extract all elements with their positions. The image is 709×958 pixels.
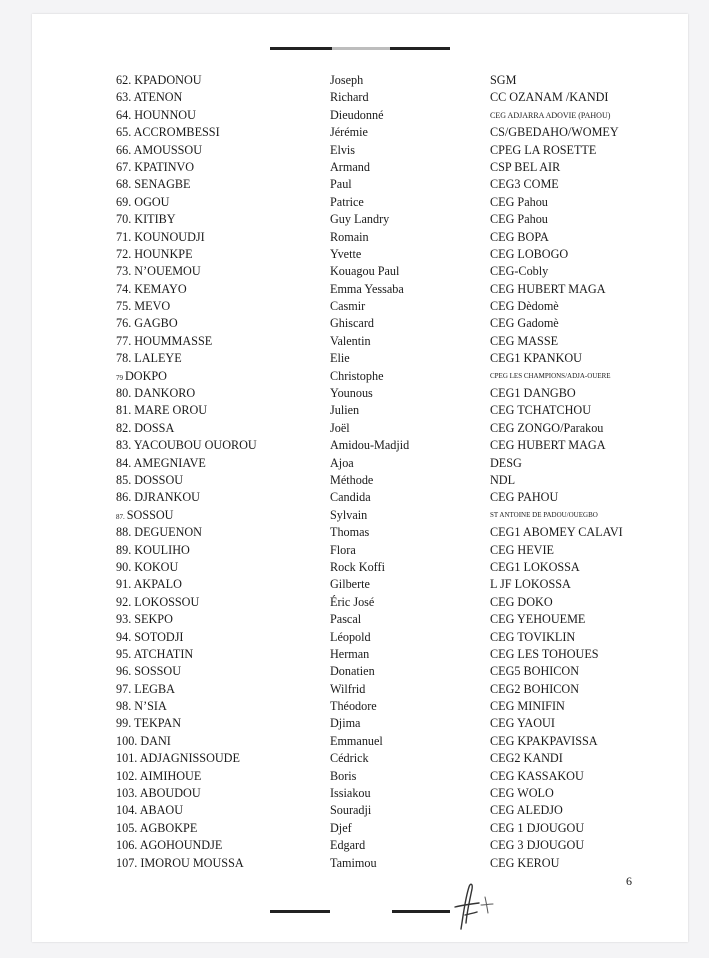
page-number: 6 — [626, 874, 632, 888]
participant-first-name: Gilberte — [330, 577, 370, 592]
participant-school: CEG1 DANGBO — [490, 386, 576, 401]
participant-first-name: Valentin — [330, 333, 371, 348]
participant-school: CEG HUBERT MAGA — [490, 438, 606, 453]
participant-school: CEG WOLO — [490, 786, 554, 801]
participant-surname: 64. HOUNNOU — [116, 107, 196, 122]
participant-first-name: Herman — [330, 646, 370, 661]
participant-school: CEG2 KANDI — [490, 751, 563, 766]
list-item — [32, 333, 688, 350]
participant-surname: 80. DANKORO — [116, 386, 196, 401]
participant-surname: 101. ADJAGNISSOUDE — [116, 751, 240, 766]
participant-surname: 102. AIMIHOUE — [116, 768, 202, 783]
participant-school: CEG1 KPANKOU — [490, 351, 582, 366]
participant-surname: 89. KOULIHO — [116, 542, 190, 557]
participant-school: CEG1 LOKOSSA — [490, 559, 580, 574]
list-item — [32, 315, 688, 332]
participant-surname: 73. N’OUEMOU — [116, 264, 201, 279]
participant-surname: 99. TEKPAN — [116, 716, 182, 731]
participant-surname: 79 DOKPO — [116, 368, 167, 383]
participant-school: CEG ZONGO/Parakou — [490, 420, 604, 435]
participant-school: CPEG LES CHAMPIONS/ADJA-OUERE — [490, 371, 611, 380]
participant-school: CEG2 BOHICON — [490, 681, 580, 696]
participant-surname: 81. MARE OROU — [116, 403, 208, 418]
participant-first-name: Guy Landry — [330, 212, 390, 227]
participant-first-name: Ajoa — [330, 455, 354, 470]
participant-school: CEG5 BOHICON — [490, 664, 580, 679]
participant-first-name: Richard — [330, 90, 369, 105]
list-item — [32, 385, 688, 402]
list-item — [32, 159, 688, 176]
list-item — [32, 698, 688, 715]
participant-first-name: Donatien — [330, 664, 375, 679]
participant-first-name: Armand — [330, 159, 370, 174]
participant-school: CEG KASSAKOU — [490, 768, 584, 783]
participant-first-name: Souradji — [330, 803, 372, 818]
participant-school: CEG LOBOGO — [490, 246, 569, 261]
participant-school: CPEG LA ROSETTE — [490, 142, 597, 157]
participant-surname: 65. ACCROMBESSI — [116, 125, 220, 140]
list-item — [32, 594, 688, 611]
participant-surname: 103. ABOUDOU — [116, 786, 201, 801]
list-item — [32, 768, 688, 785]
list-item — [32, 733, 688, 750]
participant-surname: 78. LALEYE — [116, 351, 182, 366]
list-item — [32, 281, 688, 298]
participant-first-name: Christophe — [330, 368, 384, 383]
list-item — [32, 89, 688, 106]
participant-school: CEG ALEDJO — [490, 803, 563, 818]
list-item — [32, 455, 688, 472]
participant-first-name: Rock Koffi — [330, 559, 385, 574]
list-item — [32, 142, 688, 159]
participant-school: CEG YEHOUEME — [490, 612, 586, 627]
participant-school: CEG LES TOHOUES — [490, 646, 599, 661]
document-page — [32, 14, 688, 942]
participant-first-name: Méthode — [330, 472, 374, 487]
participant-school: CEG TOVIKLIN — [490, 629, 576, 644]
participant-surname: 83. YACOUBOU OUOROU — [116, 438, 257, 453]
participant-school: CEG BOPA — [490, 229, 549, 244]
participant-school: CEG TCHATCHOU — [490, 403, 592, 418]
participant-first-name: Younous — [330, 386, 373, 401]
list-item — [32, 437, 688, 454]
participant-school: NDL — [490, 472, 516, 487]
list-item — [32, 576, 688, 593]
participant-school: CEG HUBERT MAGA — [490, 281, 606, 296]
participant-first-name: Sylvain — [330, 507, 368, 522]
list-item — [32, 176, 688, 193]
participant-first-name: Ghiscard — [330, 316, 374, 331]
participant-surname: 100. DANI — [116, 733, 171, 748]
participant-school: CC OZANAM /KANDI — [490, 90, 609, 105]
participant-surname: 90. KOKOU — [116, 559, 179, 574]
participant-surname: 105. AGBOKPE — [116, 820, 198, 835]
participant-surname: 98. N’SIA — [116, 699, 167, 714]
list-item — [32, 420, 688, 437]
participant-first-name: Edgard — [330, 838, 366, 853]
list-item — [32, 368, 688, 385]
participant-surname: 63. ATENON — [116, 90, 183, 105]
participant-surname: 84. AMEGNIAVE — [116, 455, 206, 470]
list-item — [32, 298, 688, 315]
list-item — [32, 611, 688, 628]
participant-first-name: Romain — [330, 229, 369, 244]
list-item — [32, 72, 688, 89]
list-item — [32, 681, 688, 698]
list-item — [32, 855, 688, 872]
participant-surname: 106. AGOHOUNDJE — [116, 838, 223, 853]
list-item — [32, 820, 688, 837]
participant-surname: 69. OGOU — [116, 194, 170, 209]
participant-surname: 75. MEVO — [116, 299, 171, 314]
list-item — [32, 107, 688, 124]
list-item — [32, 211, 688, 228]
list-item — [32, 542, 688, 559]
participant-surname: 94. SOTODJI — [116, 629, 184, 644]
participant-school: CEG1 ABOMEY CALAVI — [490, 525, 623, 540]
participant-surname: 86. DJRANKOU — [116, 490, 200, 505]
participant-school: CEG KPAKPAVISSA — [490, 733, 598, 748]
participant-first-name: Djef — [330, 820, 352, 835]
participant-school: DESG — [490, 455, 522, 470]
participant-school: CEG ADJARRA ADOVIE (PAHOU) — [490, 110, 611, 120]
participant-first-name: Kouagou Paul — [330, 264, 400, 279]
participant-first-name: Joël — [330, 420, 350, 435]
participant-surname: 93. SEKPO — [116, 612, 173, 627]
participant-first-name: Jérémie — [330, 125, 368, 140]
list-item — [32, 715, 688, 732]
participant-first-name: Dieudonné — [330, 107, 384, 122]
list-item — [32, 646, 688, 663]
participant-school: CEG MINIFIN — [490, 699, 565, 714]
participant-list — [32, 72, 688, 872]
participant-school: CEG Pahou — [490, 194, 548, 209]
participant-school: CEG3 COME — [490, 177, 559, 192]
participant-school: CEG MASSE — [490, 333, 559, 348]
participant-first-name: Théodore — [330, 699, 377, 714]
list-item — [32, 559, 688, 576]
participant-surname: 92. LOKOSSOU — [116, 594, 200, 609]
row-number: 79 — [116, 373, 123, 382]
participant-surname: 70. KITIBY — [116, 212, 176, 227]
participant-school: CEG-Cobly — [490, 264, 549, 279]
participant-first-name: Casmir — [330, 299, 366, 314]
participant-surname: 87. SOSSOU — [116, 507, 174, 522]
participant-surname: 71. KOUNOUDJI — [116, 229, 205, 244]
list-item — [32, 229, 688, 246]
list-item — [32, 750, 688, 767]
list-item — [32, 663, 688, 680]
participant-surname: 88. DEGUENON — [116, 525, 202, 540]
row-number: 87. — [116, 512, 125, 521]
participant-first-name: Patrice — [330, 194, 364, 209]
list-item — [32, 489, 688, 506]
participant-first-name: Amidou-Madjid — [330, 438, 410, 453]
top-decorative-rule — [270, 47, 450, 50]
participant-surname: 104. ABAOU — [116, 803, 184, 818]
participant-surname: 77. HOUMMASSE — [116, 333, 213, 348]
handwritten-signature — [447, 879, 507, 934]
participant-first-name: Emmanuel — [330, 733, 383, 748]
list-item — [32, 246, 688, 263]
bottom-decorative-rule — [270, 910, 450, 913]
participant-first-name: Elvis — [330, 142, 356, 157]
participant-surname: 68. SENAGBE — [116, 177, 191, 192]
participant-first-name: Pascal — [330, 612, 362, 627]
participant-school: CSP BEL AIR — [490, 159, 561, 174]
participant-school: CEG HEVIE — [490, 542, 554, 557]
participant-surname: 82. DOSSA — [116, 420, 175, 435]
participant-surname: 72. HOUNKPE — [116, 246, 193, 261]
participant-surname: 85. DOSSOU — [116, 472, 184, 487]
participant-school: L JF LOKOSSA — [490, 577, 571, 592]
participant-surname: 76. GAGBO — [116, 316, 178, 331]
participant-school: CEG Gadomè — [490, 316, 559, 331]
participant-first-name: Léopold — [330, 629, 371, 644]
list-item — [32, 472, 688, 489]
participant-surname: 62. KPADONOU — [116, 73, 202, 87]
participant-school: ST ANTOINE DE PADOU/OUEGBO — [490, 510, 598, 519]
participant-surname: 107. IMOROU MOUSSA — [116, 855, 244, 870]
participant-surname: 96. SOSSOU — [116, 664, 182, 679]
participant-surname: 91. AKPALO — [116, 577, 182, 592]
participant-first-name: Tamimou — [330, 855, 377, 870]
participant-school: CS/GBEDAHO/WOMEY — [490, 125, 619, 140]
participant-first-name: Cédrick — [330, 751, 369, 766]
list-item — [32, 524, 688, 541]
participant-first-name: Éric José — [330, 594, 375, 609]
list-item — [32, 263, 688, 280]
participant-first-name: Djima — [330, 716, 361, 731]
participant-first-name: Flora — [330, 542, 356, 557]
list-item — [32, 402, 688, 419]
participant-school: CEG KEROU — [490, 855, 560, 870]
participant-school: CEG 1 DJOUGOU — [490, 820, 585, 835]
list-item — [32, 350, 688, 367]
participant-first-name: Yvette — [330, 246, 362, 261]
participant-surname: 67. KPATINVO — [116, 159, 195, 174]
participant-first-name: Joseph — [330, 73, 364, 87]
participant-school: CEG 3 DJOUGOU — [490, 838, 585, 853]
participant-surname: 97. LEGBA — [116, 681, 175, 696]
participant-first-name: Boris — [330, 768, 357, 783]
participant-school: CEG YAOUI — [490, 716, 555, 731]
participant-first-name: Wilfrid — [330, 681, 366, 696]
participant-surname: 95. ATCHATIN — [116, 646, 194, 661]
participant-school: CEG PAHOU — [490, 490, 559, 505]
participant-first-name: Emma Yessaba — [330, 281, 404, 296]
participant-first-name: Thomas — [330, 525, 370, 540]
participant-school: CEG Pahou — [490, 212, 548, 227]
participant-first-name: Julien — [330, 403, 360, 418]
list-item — [32, 629, 688, 646]
participant-first-name: Issiakou — [330, 786, 371, 801]
participant-school: SGM — [490, 73, 517, 87]
participant-first-name: Elie — [330, 351, 350, 366]
list-item — [32, 785, 688, 802]
list-item — [32, 802, 688, 819]
participant-surname: 74. KEMAYO — [116, 281, 187, 296]
participant-surname: 66. AMOUSSOU — [116, 142, 203, 157]
list-item — [32, 124, 688, 141]
list-item — [32, 194, 688, 211]
list-item — [32, 837, 688, 854]
participant-school: CEG Dèdomè — [490, 299, 559, 314]
participant-first-name: Candida — [330, 490, 371, 505]
list-item — [32, 507, 688, 524]
participant-school: CEG DOKO — [490, 594, 553, 609]
participant-first-name: Paul — [330, 177, 352, 192]
